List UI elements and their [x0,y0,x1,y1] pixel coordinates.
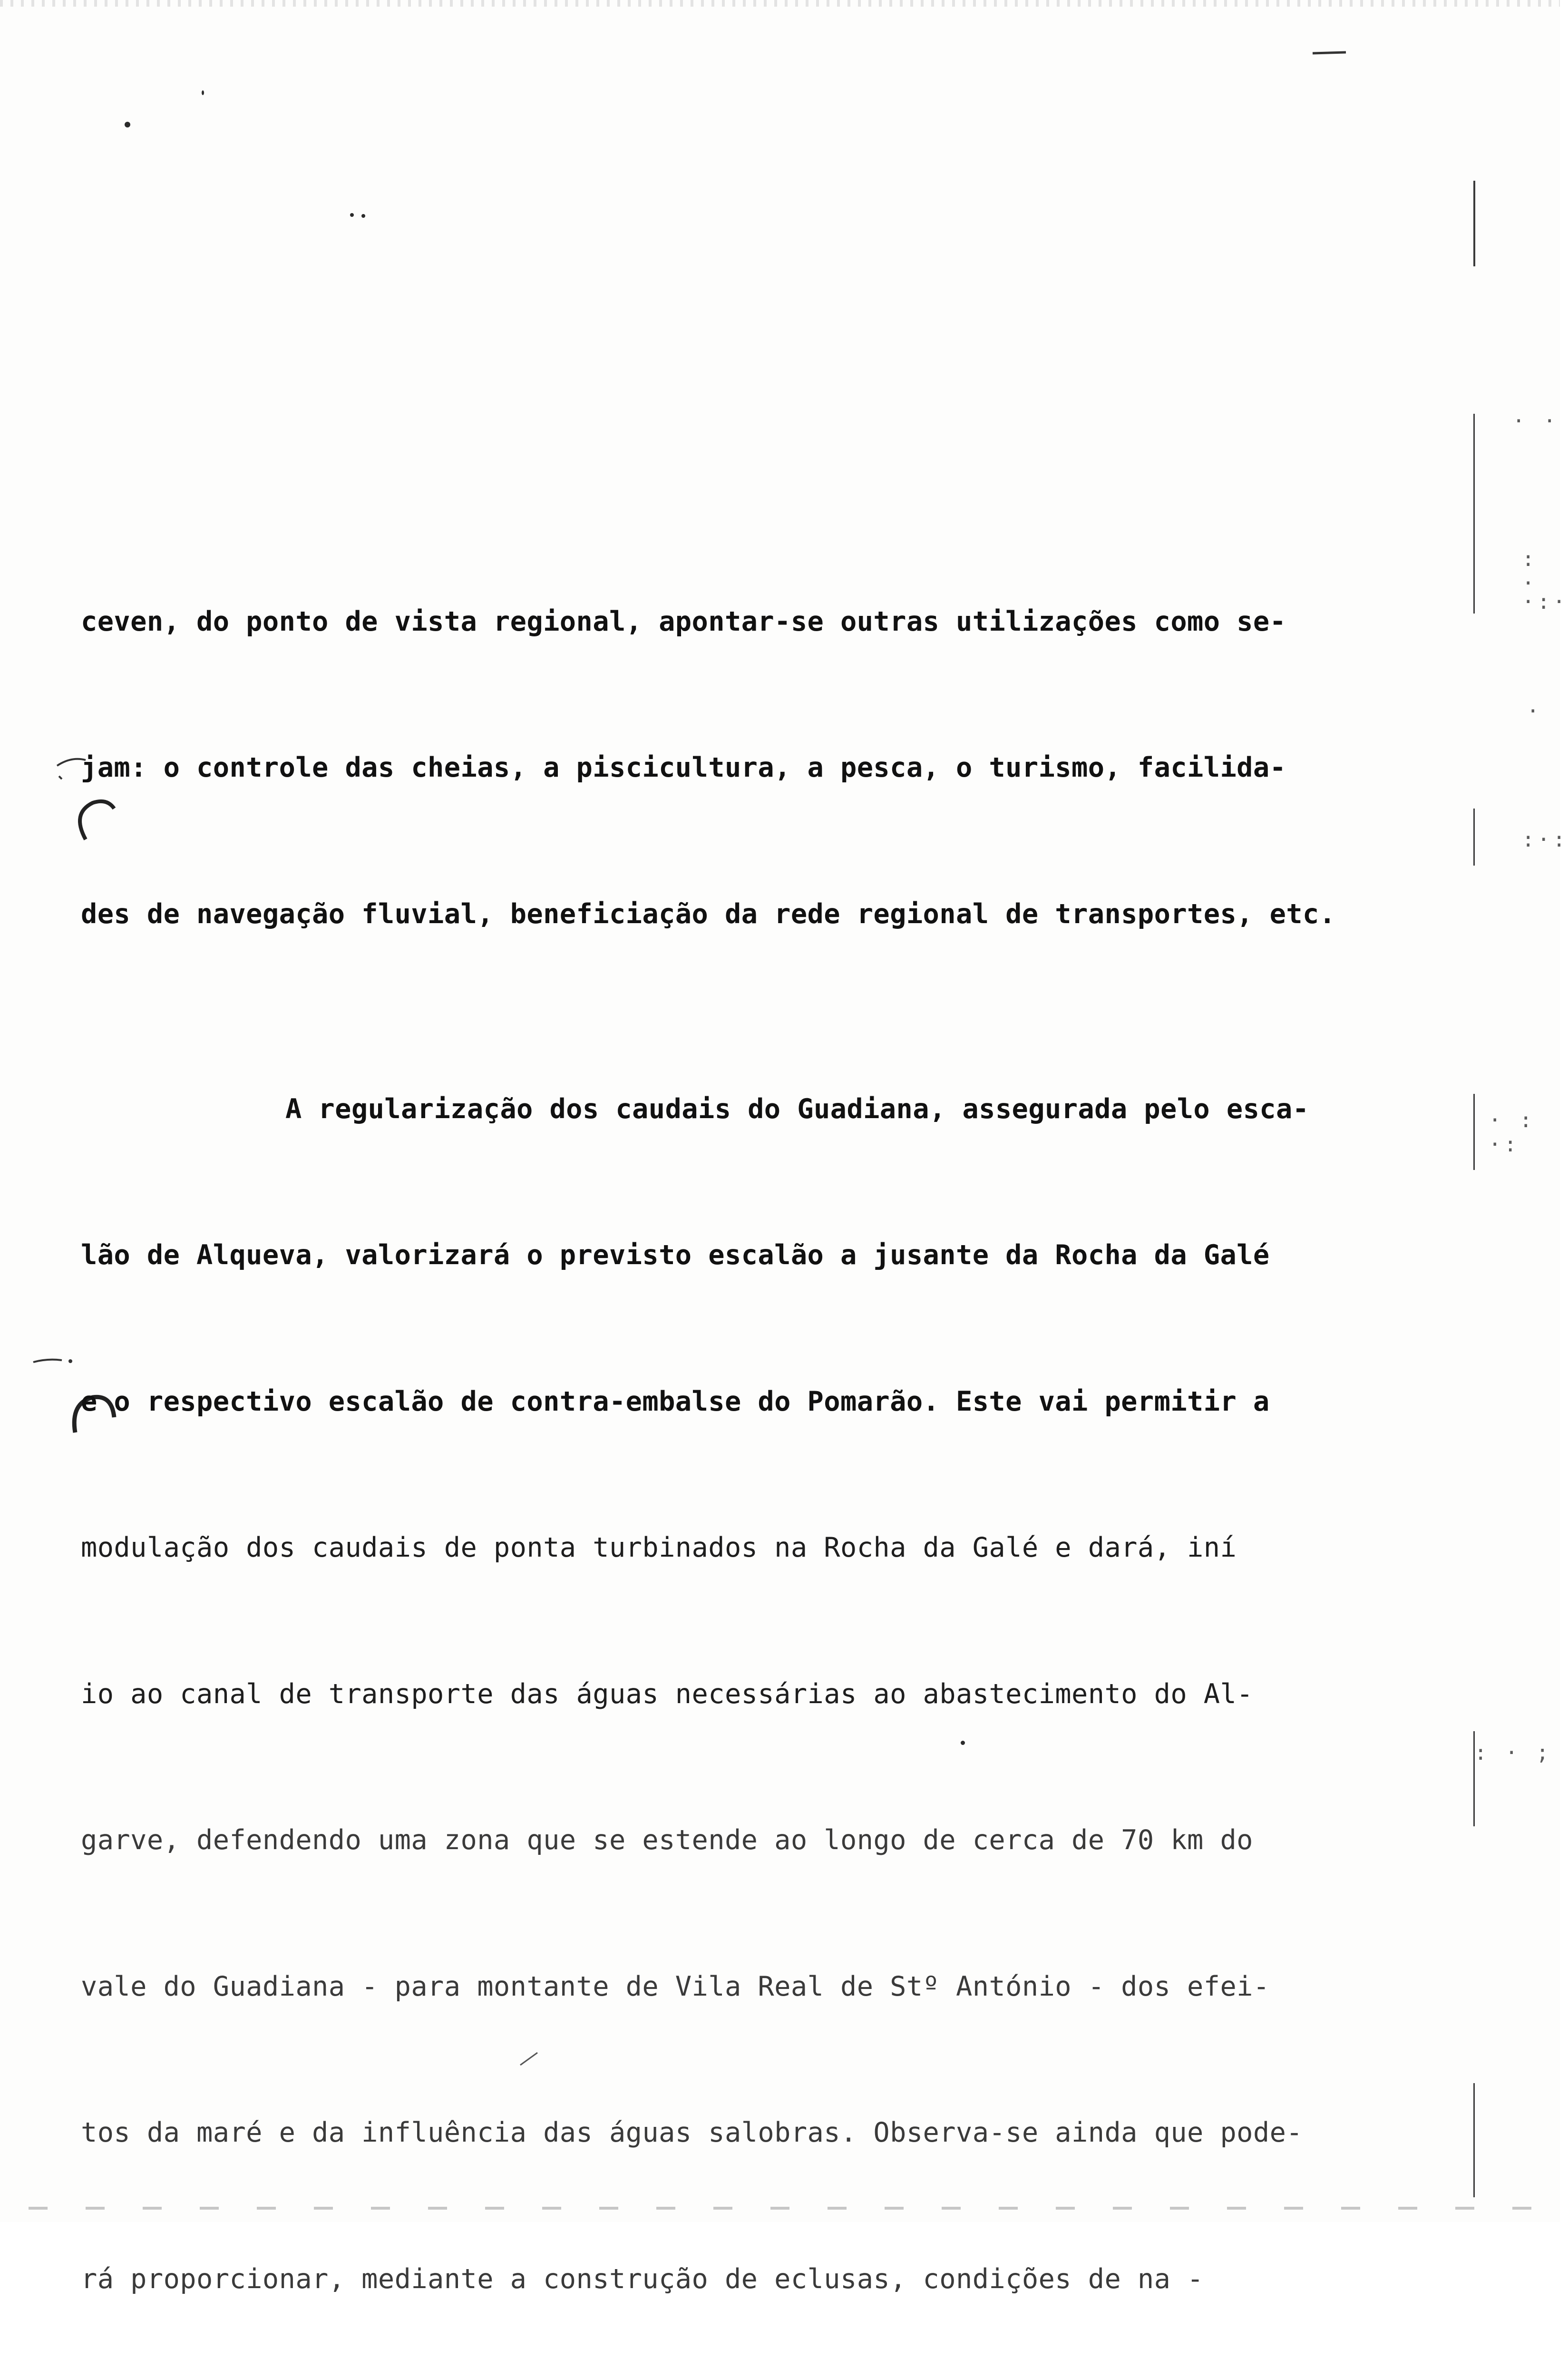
scan-speck: : · [1522,547,1538,595]
margin-rule [1473,414,1475,614]
text-line: modulação dos caudais de ponta turbinados na Rocha da Galé e dará, iní [81,1532,1237,1563]
scan-dot [361,214,365,218]
scan-speck: : · ; [1474,1741,1552,1765]
margin-rule [1473,181,1475,266]
document-body [81,451,1412,2378]
scan-speck: · · [1512,409,1559,433]
text-line: des de navegação fluvial, beneficiação da rede regional de transportes, etc. [81,898,1336,930]
text-line: ceven, do ponto de vista regional, apontar-se outras utilizações como se- [81,605,1286,637]
scan-dot [202,90,204,95]
scan-dot [350,213,354,217]
text-line: jam: o controle das cheias, a piscicultura, a pesca, o turismo, facilida- [81,752,1286,783]
margin-tick-mark [29,1351,76,1370]
text-line: A regularização dos caudais do Guadiana, assegurada pelo esca- [285,1093,1309,1125]
text-line: tos da maré e da influência das águas salobras. Observa-se ainda que pode- [81,2117,1303,2148]
pen-dash [1313,48,1351,57]
scan-edge-top [0,0,1560,7]
scan-speck: :·: [1522,828,1568,852]
scan-speck: ·:· [1522,590,1568,614]
margin-rule [1473,809,1475,866]
margin-rule [1473,1094,1475,1170]
text-line: io ao canal de transporte das águas necessárias ao abastecimento do Al- [81,1678,1253,1710]
text-line: garve, defendendo uma zona que se estende ao longo de cerca de 70 km do [81,1824,1253,1856]
text-line: lão de Alqueva, valorizará o previsto escalão a jusante da Rocha da Galé [81,1239,1270,1271]
text-line: e o respectivo escalão de contra-embalse do Pomarão. Este vai permitir a [81,1385,1270,1417]
text-line: rá proporcionar, mediante a construção de eclusas, condições de na - [81,2263,1204,2295]
margin-rule [1473,2083,1475,2197]
scan-speck: · : ·: [1489,1108,1535,1157]
scan-dot [125,122,130,127]
text-line: vale do Guadiana - para montante de Vila Real de Stº António - dos efei- [81,1970,1270,2002]
scan-speck: · [1527,699,1542,723]
